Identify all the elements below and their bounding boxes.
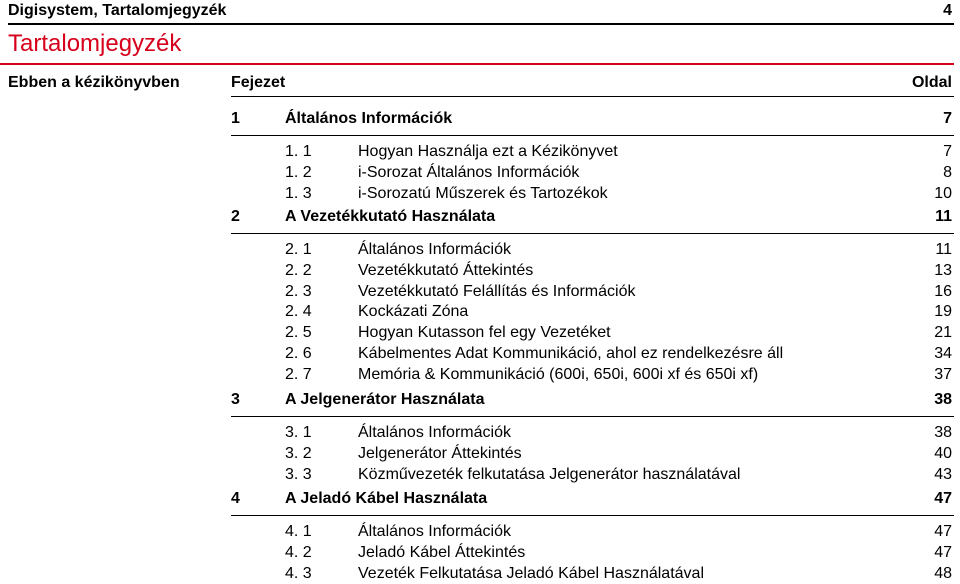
toc-section-row[interactable] [231,444,952,464]
section-number: 4. 2 [285,543,312,561]
section-title: Jelgenerátor Áttekintés [358,444,522,462]
section-page-number: 21 [934,324,952,342]
page-title: Tartalomjegyzék [8,30,182,57]
section-title: Általános Információk [358,523,511,540]
chapter-page-number: 11 [935,208,952,225]
section-number: 2. 7 [285,365,312,383]
section-number: 1. 1 [285,143,312,160]
section-page-number: 7 [943,143,952,160]
chapter-rule [231,233,954,234]
toc-section-row[interactable] [231,323,952,343]
section-page-number: 34 [934,345,952,362]
section-title: Kockázati Zóna [358,303,469,321]
section-page-number: 13 [934,261,952,279]
section-page-number: 11 [935,241,952,258]
section-number: 1. 2 [285,163,312,181]
section-number: 4. 1 [285,523,312,540]
chapter-page-number: 38 [934,391,952,408]
toc-section-row[interactable] [231,163,952,183]
running-header-page-number: 4 [943,2,952,19]
section-number: 1. 3 [285,184,312,202]
chapter-title: A Vezetékkutató Használata [285,208,496,225]
section-page-number: 43 [934,465,952,483]
section-title: Vezetékkutató Felállítás és Információk [358,282,636,300]
section-page-number: 10 [934,184,952,202]
section-title: Memória & Kommunikáció (600i, 650i, 600i xf és 650i xf) [358,365,759,383]
section-title: Kábelmentes Adat Kommunikáció, ahol ez rendelkezésre áll [358,345,784,362]
section-number: 2. 6 [285,345,312,362]
header-rule [8,23,954,25]
toc-section-row[interactable] [231,543,952,563]
section-number: 3. 3 [285,465,312,483]
section-page-number: 48 [934,564,952,582]
toc-section-row[interactable] [231,344,952,364]
toc-chapter-row[interactable] [231,390,952,410]
toc-section-row[interactable] [231,240,952,260]
toc-section-row[interactable] [231,522,952,542]
section-number: 4. 3 [285,564,312,582]
toc-section-row[interactable] [231,142,952,162]
section-page-number: 37 [934,365,952,383]
chapter-rule [231,515,954,516]
section-title: Általános Információk [358,241,511,258]
toc-section-row[interactable] [231,564,952,584]
toc-section-row[interactable] [231,365,952,385]
column-header-page: Oldal [911,74,952,91]
section-page-number: 38 [934,424,952,441]
chapter-number: 2 [231,208,240,225]
section-number: 2. 4 [285,303,312,321]
chapter-title: Általános Információk [285,110,453,127]
title-rule [0,63,954,65]
section-page-number: 47 [934,543,952,561]
chapter-title: A Jeladó Kábel Használata [285,490,488,507]
section-title: Vezeték Felkutatása Jeladó Kábel Használatával [358,564,704,582]
toc-section-row[interactable] [231,302,952,322]
toc-section-row[interactable] [231,184,952,204]
section-title: Általános Információk [358,424,511,441]
section-number: 3. 1 [285,424,312,441]
section-number: 2. 5 [285,324,312,342]
section-page-number: 8 [943,163,952,181]
section-title: Hogyan Kutasson fel egy Vezetéket [358,324,611,342]
chapter-page-number: 7 [943,110,952,127]
toc-chapter-row[interactable] [231,207,952,227]
section-number: 2. 3 [285,282,312,300]
running-header [8,0,954,22]
section-number: 3. 2 [285,444,312,462]
toc-section-row[interactable] [231,261,952,281]
toc-section-row[interactable] [231,282,952,302]
section-title: Hogyan Használja ezt a Kézikönyvet [358,143,618,160]
section-number: 2. 1 [285,241,312,258]
chapter-title: A Jelgenerátor Használata [285,391,485,408]
section-number: 2. 2 [285,261,312,279]
section-label-in-this-manual: Ebben a kézikönyvben [8,74,180,91]
toc-section-row[interactable] [231,465,952,485]
chapter-rule [231,135,954,136]
chapter-page-number: 47 [934,490,952,507]
toc-chapter-row[interactable] [231,489,952,509]
section-title: Jeladó Kábel Áttekintés [358,543,526,561]
chapter-number: 3 [231,391,240,408]
column-header-rule [231,96,954,97]
section-title: Közművezeték felkutatása Jelgenerátor használatával [358,465,741,483]
toc-section-row[interactable] [231,423,952,443]
toc-chapter-row[interactable] [231,109,952,129]
section-title: i-Sorozat Általános Információk [358,163,580,181]
section-page-number: 16 [934,282,952,300]
section-title: i-Sorozatú Műszerek és Tartozékok [358,184,608,202]
section-title: Vezetékkutató Áttekintés [358,261,534,279]
section-page-number: 47 [934,523,952,540]
chapter-number: 4 [231,490,240,507]
chapter-number: 1 [231,110,240,127]
running-header-title: Digisystem, Tartalomjegyzék [8,2,227,19]
column-header-chapter: Fejezet [231,74,286,91]
section-page-number: 19 [934,303,952,321]
section-page-number: 40 [934,444,952,462]
chapter-rule [231,416,954,417]
